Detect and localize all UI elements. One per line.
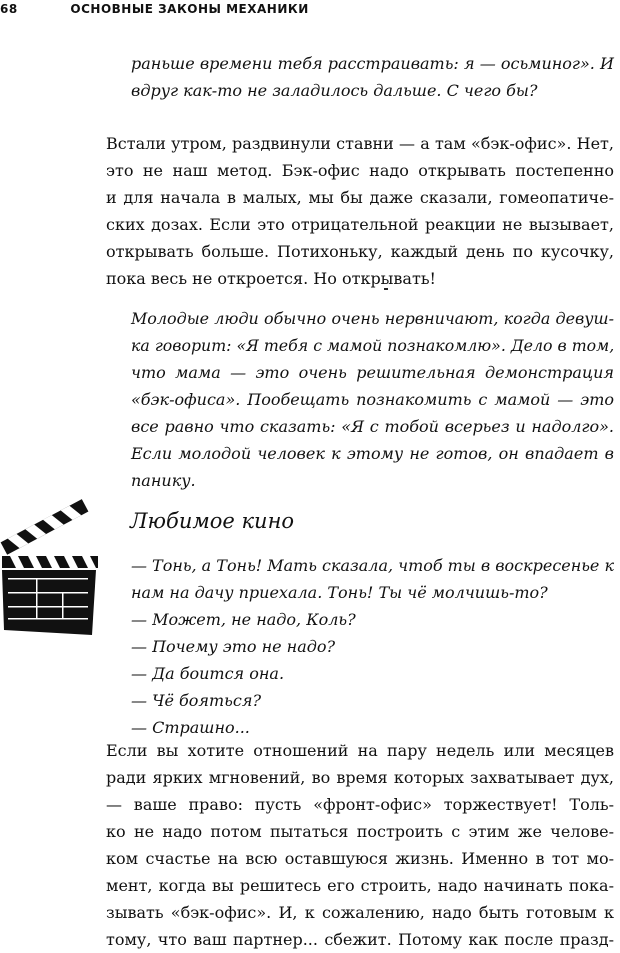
text-line: и для начала в малых, мы бы даже сказали, гомеопатиче- bbox=[106, 188, 614, 207]
text-line: тому, что ваш партнер... сбежит. Потому как после празд- bbox=[106, 930, 614, 949]
text-line: Если молодой человек к этому не готов, он впадает в bbox=[131, 444, 614, 463]
text-line: открывать больше. Потихоньку, каждый день по кусочку, bbox=[106, 242, 614, 261]
dialogue-line: — Тонь, а Тонь! Мать сказала, чтоб ты в воскресенье к bbox=[131, 556, 614, 575]
dialogue-line: нам на дачу приехала. Тонь! Ты чё молчишь-то? bbox=[131, 583, 548, 602]
text-line: зывать «бэк-офис». И, к сожалению, надо быть готовым к bbox=[106, 903, 614, 922]
text-line: что мама — это очень решительная демонстрация bbox=[131, 363, 614, 382]
text-line: панику. bbox=[131, 471, 196, 490]
text-line: Молодые люди обычно очень нервничают, когда девуш- bbox=[131, 309, 614, 328]
text-line: ко не надо потом пытаться построить с этим же челове- bbox=[106, 822, 614, 841]
text-line: это не наш метод. Бэк-офис надо открывать постепенно bbox=[106, 161, 614, 180]
body-paragraph bbox=[106, 737, 614, 953]
body-paragraph bbox=[106, 130, 614, 292]
text-line: Встали утром, раздвинули ставни — а там «бэк-офис». Нет, bbox=[106, 134, 614, 153]
italic-aside bbox=[131, 305, 614, 494]
page-number: 68 bbox=[0, 2, 18, 16]
text-line: ради ярких мгновений, во время которых захватывает дух, bbox=[106, 768, 614, 787]
text-line: раньше времени тебя расстраивать: я — осьминог». И bbox=[131, 54, 614, 73]
text-line: вдруг как-то не заладилось дальше. С чего бы? bbox=[131, 81, 538, 100]
running-header bbox=[0, 2, 309, 16]
dialogue-line: — Страшно... bbox=[131, 718, 250, 737]
text-line: — ваше право: пусть «фронт-офис» торжествует! Толь- bbox=[106, 795, 614, 814]
dialogue-block bbox=[131, 552, 614, 741]
text-line: Если вы хотите отношений на пару недель или месяцев bbox=[106, 741, 614, 760]
text-line: «бэк-офиса». Пообещать познакомить с мамой — это bbox=[131, 390, 614, 409]
text-line: пока весь не откроется. Но открывать! bbox=[106, 269, 436, 288]
section-heading: Любимое кино bbox=[130, 509, 295, 533]
stray-mark bbox=[384, 288, 388, 290]
section-title: ОСНОВНЫЕ ЗАКОНЫ МЕХАНИКИ bbox=[70, 2, 309, 16]
quote-continuation bbox=[131, 50, 614, 104]
text-line: мент, когда вы решитесь его строить, надо начинать пока- bbox=[106, 876, 614, 895]
text-line: ских дозах. Если это отрицательной реакции не вызывает, bbox=[106, 215, 614, 234]
text-line: ка говорит: «Я тебя с мамой познакомлю». Дело в том, bbox=[131, 336, 615, 355]
dialogue-line: — Может, не надо, Коль? bbox=[131, 610, 356, 629]
dialogue-line: — Чё бояться? bbox=[131, 691, 262, 710]
film-clapperboard-icon bbox=[0, 500, 100, 640]
dialogue-line: — Почему это не надо? bbox=[131, 637, 336, 656]
text-line: ком счастье на всю оставшуюся жизнь. Именно в тот мо- bbox=[106, 849, 614, 868]
dialogue-line: — Да боится она. bbox=[131, 664, 285, 683]
text-line: все равно что сказать: «Я с тобой всерьез и надолго». bbox=[131, 417, 614, 436]
